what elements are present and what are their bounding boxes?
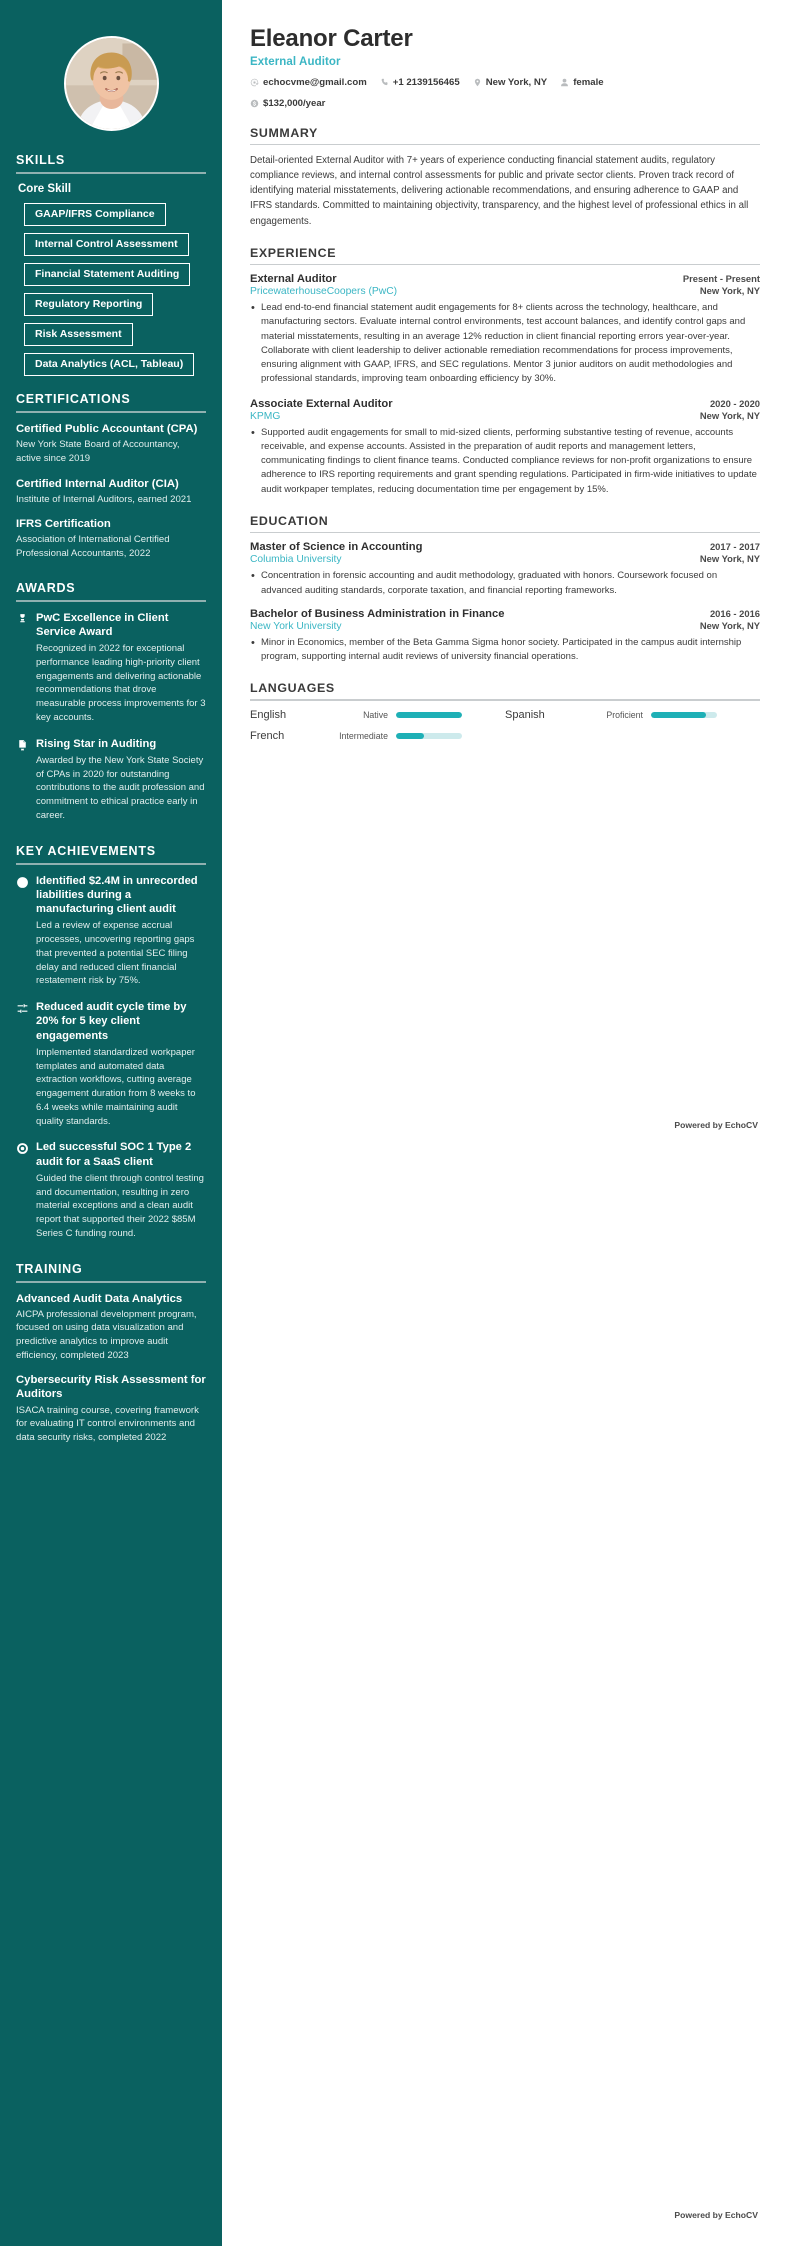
certification-item — [16, 517, 206, 560]
language-progress-bar — [651, 712, 717, 718]
award-item — [16, 611, 206, 725]
certification-issuer: Association of International Certified Professional Accountants, 2022 — [16, 534, 170, 560]
bullet: • Concentration in forensic accounting and audit methodology, graduated with honors. Coursework focused on advanced auditing standards, corporate taxation, and financial reporting frameworks. — [250, 569, 760, 598]
divider — [16, 172, 206, 174]
experience-bullets — [250, 301, 760, 387]
sidebar-section-awards — [16, 581, 206, 823]
award-title: PwC Excellence in Client Service Award — [36, 611, 169, 638]
education-location: New York, NY — [699, 553, 760, 565]
header — [250, 26, 760, 109]
language-level: Proficient — [606, 709, 643, 720]
award-title: Rising Star in Auditing — [36, 737, 157, 750]
languages-heading: LANGUAGES — [250, 681, 335, 696]
section-languages — [250, 681, 760, 742]
sidebar-section-key-achievements — [16, 844, 206, 1241]
section-experience — [250, 246, 760, 497]
email-icon — [250, 78, 259, 87]
achievement-item — [16, 1000, 206, 1128]
experience-company[interactable]: KPMG — [250, 410, 281, 422]
contact-email-value: echocvme@gmail.com — [263, 76, 367, 88]
powered-by-footer: Powered by EchoCV — [674, 1120, 758, 1130]
language-name: English — [250, 708, 287, 721]
skill-chip: Regulatory Reporting — [24, 293, 153, 316]
achievement-description: Implemented standardized workpaper templates and automated data extraction workflows, cutting average engagement duration from 8 weeks to 6.4 weeks while maintaining audit quality standards. — [36, 1046, 196, 1127]
skill-chip: Internal Control Assessment — [24, 233, 189, 256]
contact-phone[interactable] — [380, 77, 460, 88]
experience-date: 2020 - 2020 — [709, 397, 760, 409]
achievement-description: Guided the client through control testing and documentation, resulting in zero material exceptions and a clean audit report that supported their 2022 $85M Series C funding round. — [36, 1172, 204, 1239]
certifications-heading: CERTIFICATIONS — [16, 392, 131, 407]
clock-icon — [16, 874, 29, 889]
language-list — [250, 709, 760, 742]
education-school[interactable]: New York University — [250, 620, 342, 632]
skill-chip: Data Analytics (ACL, Tableau) — [24, 353, 194, 376]
bullet: • Lead end-to-end financial statement audit engagements for 8+ clients across the technology, healthcare, and manufacturing sectors. Evaluate internal control environments, test account balances, and identify control gaps and material misstatements, resulting in an average 12% reduction in client financial reporting errors year-over-year. Collaborate with client leadership to deliver actionable remediation recommendations for process improvements, ensuring alignment with GAAP, IFRS, and SEC regulations. Mentor 3 junior auditors on audit methodologies and professional standards, improving team onboarding efficiency by 30%. — [250, 301, 760, 387]
achievement-title: Led successful SOC 1 Type 2 audit for a SaaS client — [36, 1141, 192, 1168]
contact-phone-value: +1 2139156465 — [392, 76, 460, 88]
experience-company[interactable]: PricewaterhouseCoopers (PwC) — [250, 286, 398, 298]
education-date: 2016 - 2016 — [709, 607, 760, 619]
education-degree: Bachelor of Business Administration in Finance — [250, 607, 505, 620]
section-summary — [250, 126, 760, 229]
training-heading: TRAINING — [16, 1261, 83, 1276]
certification-title: IFRS Certification — [16, 518, 111, 531]
experience-location: New York, NY — [699, 285, 760, 297]
person-icon — [560, 78, 569, 87]
divider — [250, 144, 760, 146]
section-education — [250, 514, 760, 665]
sidebar-section-certifications — [16, 392, 206, 560]
contact-gender-value: female — [573, 76, 604, 88]
experience-heading: EXPERIENCE — [250, 245, 337, 260]
award-description: Awarded by the New York State Society of CPAs in 2020 for outstanding contributions to the audit profession and commitment to ethical practice early in career. — [36, 754, 205, 821]
experience-item — [250, 398, 760, 497]
trophy-icon — [16, 611, 29, 626]
experience-bullets — [250, 426, 760, 497]
education-bullets — [250, 636, 760, 665]
language-name: Spanish — [505, 708, 545, 721]
powered-by-footer: Powered by EchoCV — [674, 2210, 758, 2220]
language-progress-fill — [396, 733, 424, 739]
contact-list — [250, 77, 760, 109]
awards-heading: AWARDS — [16, 580, 76, 595]
language-level: Intermediate — [339, 730, 388, 741]
core-skill-subheading: Core Skill — [18, 183, 72, 195]
sliders-icon — [16, 1000, 29, 1015]
language-progress-bar — [396, 712, 462, 718]
target-icon — [16, 1140, 29, 1155]
profile-photo — [64, 36, 159, 131]
language-name: French — [250, 729, 285, 742]
experience-title: External Auditor — [250, 273, 337, 286]
divider — [16, 863, 206, 865]
divider — [250, 699, 760, 701]
certification-issuer: Institute of Internal Auditors, earned 2021 — [16, 493, 192, 505]
salary-icon — [250, 99, 259, 108]
experience-title: Associate External Auditor — [250, 397, 393, 410]
divider — [16, 600, 206, 602]
achievement-item — [16, 874, 206, 988]
sidebar — [0, 0, 222, 2246]
training-description: ISACA training course, covering framework for evaluating IT control environments and data security risks, completed 2022 — [16, 1404, 199, 1443]
skill-list — [16, 203, 206, 376]
language-progress-fill — [396, 712, 462, 718]
language-progress-fill — [651, 712, 706, 718]
achievement-description: Led a review of expense accrual processes, uncovering reporting gaps that prevented a potential SEC filing delay and reduced client financial restatement risk by 75%. — [36, 920, 195, 987]
sidebar-section-skills — [16, 153, 206, 376]
training-item — [16, 1292, 206, 1363]
job-role: External Auditor — [250, 55, 341, 68]
certification-issuer: New York State Board of Accountancy, active since 2019 — [16, 439, 180, 464]
sidebar-section-training — [16, 1262, 206, 1445]
contact-salary — [250, 98, 325, 109]
education-location: New York, NY — [699, 619, 760, 631]
language-progress-bar — [396, 733, 462, 739]
divider — [250, 264, 760, 266]
education-school[interactable]: Columbia University — [250, 554, 342, 566]
divider — [16, 411, 206, 413]
page-title: Eleanor Carter — [250, 25, 413, 52]
contact-location — [473, 77, 548, 88]
experience-location: New York, NY — [699, 409, 760, 421]
certification-title: Certified Public Accountant (CPA) — [16, 423, 198, 436]
skill-chip: Financial Statement Auditing — [24, 263, 190, 286]
certification-item — [16, 422, 206, 465]
training-description: AICPA professional development program, focused on using data visualization and predictive analytics to improve audit efficiency, completed 2023 — [16, 1308, 197, 1361]
contact-salary-value: $132,000/year — [263, 97, 326, 109]
experience-item — [250, 273, 760, 387]
training-title: Cybersecurity Risk Assessment for Auditors — [16, 1374, 206, 1401]
award-description: Recognized in 2022 for exceptional performance leading high-priority client engagements and delivering actionable recommendations that drove measurable process improvements for 3 key accounts. — [36, 643, 206, 723]
achievement-item — [16, 1140, 206, 1240]
skill-chip: Risk Assessment — [24, 323, 133, 346]
language-row — [250, 709, 760, 721]
education-item — [250, 541, 760, 598]
contact-email[interactable] — [250, 77, 367, 88]
contact-location-value: New York, NY — [485, 76, 548, 88]
training-item — [16, 1373, 206, 1444]
avatar — [0, 0, 222, 153]
education-date: 2017 - 2017 — [709, 541, 760, 553]
certification-item — [16, 477, 206, 507]
training-title: Advanced Audit Data Analytics — [16, 1292, 183, 1305]
language-level: Native — [363, 709, 388, 720]
experience-date: Present - Present — [682, 273, 760, 285]
summary-text: Detail-oriented External Auditor with 7+ years of experience conducting financial statement audits, regulatory compliance reviews, and internal control assessments for public and private sector clients. Proven track record of identifying material misstatements, delivering actionable recommendations, and ensuring adherence to GAAP and IFRS standards. Committed to maintaining objectivity, transparency, and the highest level of professional ethics in all engagements. — [250, 155, 749, 227]
bullet: • Minor in Economics, member of the Beta Gamma Sigma honor society. Participated in the campus audit internship program, supporting internal audit reviews of university financial operations. — [250, 636, 760, 665]
language-row — [250, 730, 760, 742]
education-degree: Master of Science in Accounting — [250, 541, 423, 554]
education-heading: EDUCATION — [250, 513, 329, 528]
divider — [250, 532, 760, 534]
achievement-title: Reduced audit cycle time by 20% for 5 key client engagements — [36, 1001, 187, 1042]
education-item — [250, 608, 760, 665]
key-achievements-heading: KEY ACHIEVEMENTS — [16, 843, 156, 858]
language-item — [505, 709, 760, 721]
language-item — [250, 709, 505, 721]
contact-gender — [560, 77, 603, 88]
phone-icon — [380, 78, 389, 87]
summary-heading: SUMMARY — [250, 125, 318, 140]
certificate-icon — [16, 737, 29, 752]
location-icon — [473, 78, 482, 87]
language-item — [250, 730, 505, 742]
divider — [16, 1281, 206, 1283]
achievement-title: Identified $2.4M in unrecorded liabilities during a manufacturing client audit — [36, 874, 198, 916]
award-item — [16, 737, 206, 823]
skills-heading: SKILLS — [16, 153, 65, 167]
education-bullets — [250, 569, 760, 598]
skill-chip: GAAP/IFRS Compliance — [24, 203, 166, 226]
certification-title: Certified Internal Auditor (CIA) — [16, 477, 179, 490]
bullet: • Supported audit engagements for small to mid-sized clients, performing substantive testing of revenue, accounts receivable, and expense accounts. Assisted in the preparation of audit reports and management letters, communicating findings to client finance teams. Conducted compliance reviews for non-profit organizations to ensure adherence to IRS reporting requirements and grant spending regulations. Participated in firm-wide initiatives to update audit workpaper templates, reducing documentation time per engagement by 15%. — [250, 426, 760, 497]
main-content — [222, 0, 794, 2246]
